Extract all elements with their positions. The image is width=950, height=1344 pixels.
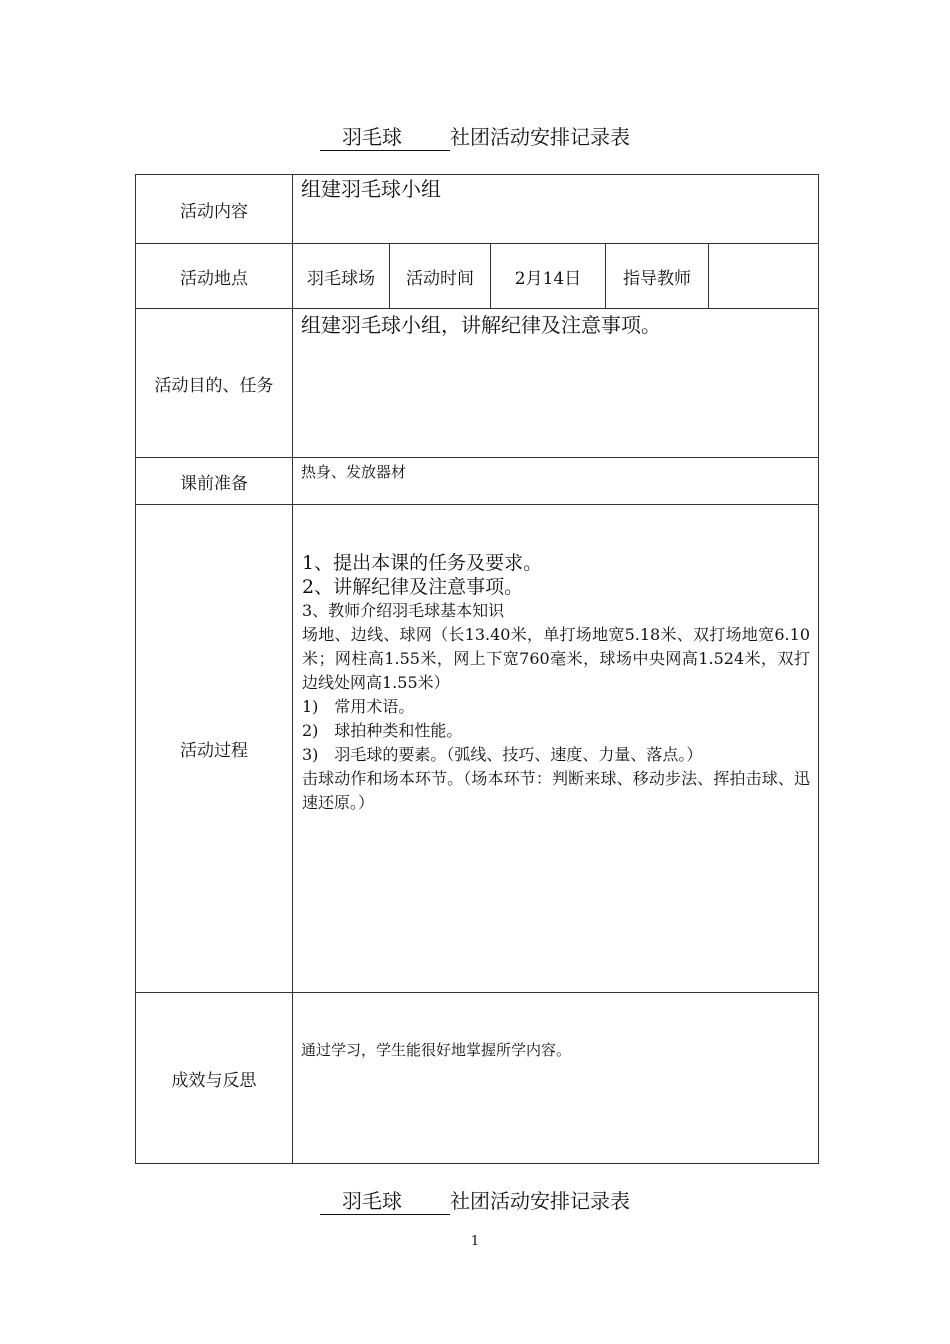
content-label: 活动内容 bbox=[136, 175, 293, 244]
location-label: 活动地点 bbox=[136, 244, 293, 309]
process-line: 3) 羽毛球的要素。（弧线、技巧、速度、力量、落点。） bbox=[302, 745, 703, 764]
process-line: 2、讲解纪律及注意事项。 bbox=[302, 576, 524, 598]
process-label: 活动过程 bbox=[136, 505, 293, 993]
purpose-label: 活动目的、任务 bbox=[136, 309, 293, 458]
preparation-cell bbox=[293, 458, 819, 505]
teacher-value bbox=[709, 244, 819, 308]
content-value: 组建羽毛球小组 bbox=[301, 177, 441, 201]
next-page-title bbox=[0, 1188, 950, 1215]
reflection-row bbox=[136, 993, 819, 1164]
reflection-value: 通过学习，学生能很好地掌握所学内容。 bbox=[301, 1041, 572, 1059]
process-cell bbox=[293, 505, 819, 993]
process-line: 1) 常用术语。 bbox=[302, 697, 415, 716]
page-number: 1 bbox=[470, 1234, 480, 1249]
title-suffix: 社团活动安排记录表 bbox=[450, 1189, 630, 1213]
info-cell bbox=[293, 244, 819, 309]
preparation-row bbox=[136, 458, 819, 505]
reflection-label: 成效与反思 bbox=[136, 993, 293, 1164]
club-name: 羽毛球 bbox=[320, 124, 450, 151]
purpose-cell bbox=[293, 309, 819, 458]
process-row bbox=[136, 505, 819, 993]
preparation-value: 热身、发放器材 bbox=[301, 463, 407, 481]
content-row bbox=[136, 175, 819, 244]
process-line: 3、教师介绍羽毛球基本知识 bbox=[302, 601, 505, 620]
teacher-label: 指导教师 bbox=[606, 244, 709, 308]
process-line: 击球动作和场本环节。（场本环节：判断来球、移动步法、挥拍击球、迅速还原。） bbox=[302, 769, 810, 812]
content-cell bbox=[293, 175, 819, 244]
location-value: 羽毛球场 bbox=[293, 244, 390, 308]
info-subtable bbox=[293, 244, 818, 308]
process-content bbox=[293, 505, 818, 815]
process-line: 1、提出本课的任务及要求。 bbox=[302, 552, 543, 574]
process-line: 场地、边线、球网（长13.40米，单打场地宽5.18米、双打场地宽6.10米；网柱高1.55米，网上下宽760毫米，球场中央网高1.524米，双打边线处网高1.55米） bbox=[302, 625, 810, 692]
page-title bbox=[0, 124, 950, 151]
time-value: 2月14日 bbox=[491, 244, 606, 308]
title-suffix: 社团活动安排记录表 bbox=[450, 125, 630, 149]
purpose-value: 组建羽毛球小组，讲解纪律及注意事项。 bbox=[301, 313, 661, 337]
preparation-label: 课前准备 bbox=[136, 458, 293, 505]
reflection-cell bbox=[293, 993, 819, 1164]
time-label: 活动时间 bbox=[390, 244, 491, 308]
club-name: 羽毛球 bbox=[320, 1188, 450, 1215]
process-line: 2) 球拍种类和性能。 bbox=[302, 721, 463, 740]
activity-record-table bbox=[135, 174, 819, 1164]
info-row bbox=[136, 244, 819, 309]
purpose-row bbox=[136, 309, 819, 458]
